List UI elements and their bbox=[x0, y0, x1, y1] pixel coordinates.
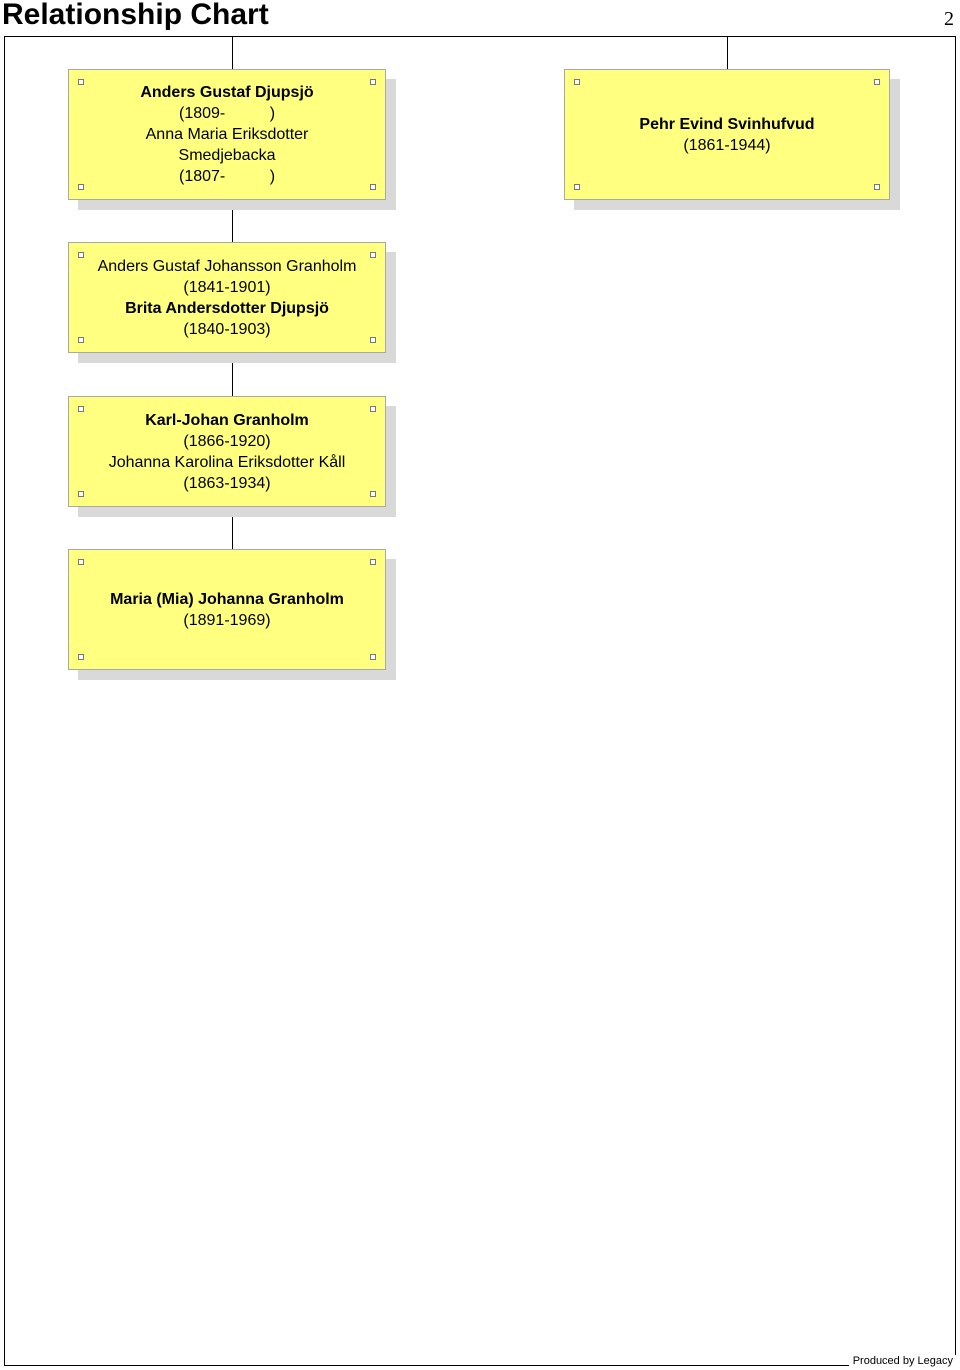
box-handle bbox=[370, 406, 376, 412]
person-name: Maria (Mia) Johanna Granholm bbox=[110, 590, 344, 608]
person-name: Anders Gustaf Djupsjö bbox=[140, 84, 314, 101]
person-dates: (1891-1969) bbox=[183, 611, 271, 629]
person-box-anders-gustaf-johansson-granholm[interactable] bbox=[68, 242, 386, 353]
box-handle bbox=[78, 491, 84, 497]
box-handle bbox=[574, 184, 580, 190]
spouse-name-cont: Smedjebacka bbox=[178, 147, 276, 164]
box-handle bbox=[78, 184, 84, 190]
person-box-karl-johan-granholm[interactable] bbox=[68, 396, 386, 507]
chart-frame bbox=[4, 36, 956, 1366]
person-dates: (1841-1901) bbox=[183, 278, 271, 296]
page-title: Relationship Chart bbox=[2, 0, 269, 31]
box-handle bbox=[370, 337, 376, 343]
box-handle bbox=[874, 184, 880, 190]
box-handle bbox=[874, 79, 880, 85]
person-dates: (1809- ) bbox=[178, 105, 276, 122]
box-handle bbox=[78, 559, 84, 565]
box-handle bbox=[78, 252, 84, 258]
box-handle bbox=[370, 252, 376, 258]
box-handle bbox=[370, 654, 376, 660]
person-dates: (1861-1944) bbox=[683, 136, 771, 154]
person-name: Karl-Johan Granholm bbox=[145, 411, 309, 429]
box-handle bbox=[370, 79, 376, 85]
spouse-name: Brita Andersdotter Djupsjö bbox=[125, 299, 329, 317]
box-handle bbox=[78, 654, 84, 660]
box-handle bbox=[370, 559, 376, 565]
person-dates: (1866-1920) bbox=[183, 432, 271, 450]
box-handle bbox=[370, 184, 376, 190]
page-number: 2 bbox=[944, 8, 954, 30]
person-name: Anders Gustaf Johansson Granholm bbox=[97, 257, 357, 275]
footer-credit: Produced by Legacy bbox=[849, 1355, 957, 1367]
spouse-dates: (1863-1934) bbox=[183, 474, 271, 492]
spouse-dates: (1807- ) bbox=[178, 168, 276, 185]
box-handle bbox=[78, 337, 84, 343]
spouse-name: Johanna Karolina Eriksdotter Kåll bbox=[108, 453, 346, 471]
spouse-dates: (1840-1903) bbox=[183, 320, 271, 338]
person-box-maria-mia-johanna-granholm[interactable] bbox=[68, 549, 386, 670]
person-box-anders-gustaf-djupsjo[interactable] bbox=[68, 69, 386, 200]
person-name: Pehr Evind Svinhufvud bbox=[639, 115, 815, 133]
spouse-name: Anna Maria Eriksdotter bbox=[145, 126, 309, 143]
box-handle bbox=[370, 491, 376, 497]
person-box-pehr-evind-svinhufvud[interactable] bbox=[564, 69, 890, 200]
box-handle bbox=[574, 79, 580, 85]
box-handle bbox=[78, 79, 84, 85]
box-handle bbox=[78, 406, 84, 412]
